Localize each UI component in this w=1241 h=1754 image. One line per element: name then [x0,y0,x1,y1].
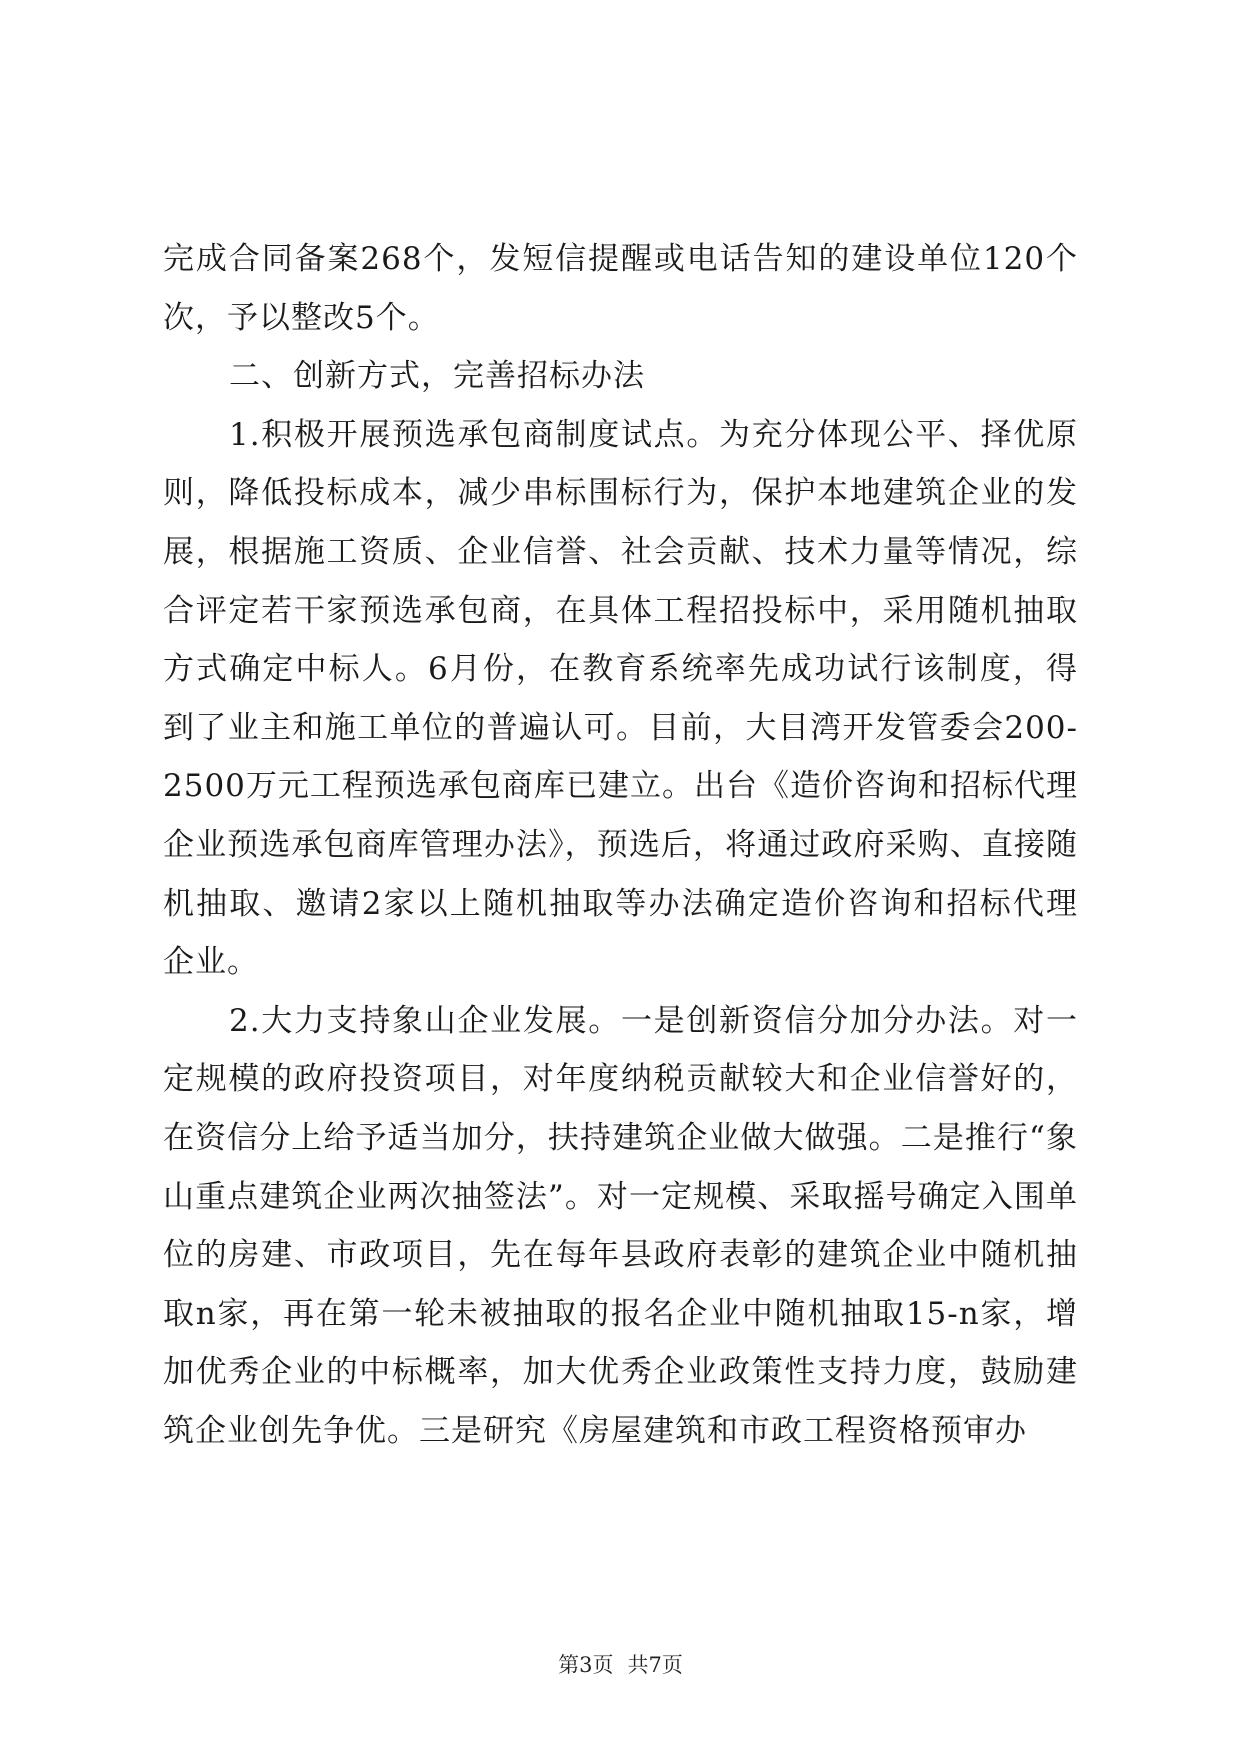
page-total: 共7页 [627,1653,683,1677]
paragraph-preselected-contractors: 1.积极开展预选承包商制度试点。为充分体现公平、择优原则，降低投标成本，减少串标围标行为，保护本地建筑企业的发展，根据施工资质、企业信誉、社会贡献、技术力量等情况，综合评定若干家预选承包商，在具体工程招投标中，采用随机抽取方式确定中标人。6月份，在教育系统率先成功试行该制度，得到了业主和施工单位的普遍认可。目前，大目湾开发管委会200-2500万元工程预选承包商库已建立。出台《造价咨询和招标代理企业预选承包商库管理办法》，预选后，将通过政府采购、直接随机抽取、邀请2家以上随机抽取等办法确定造价咨询和招标代理企业。 [163,416,1078,981]
paragraph-contract-filing: 完成合同备案268个，发短信提醒或电话告知的建设单位120个次，予以整改5个。 [163,241,1078,336]
section-heading-2: 二、创新方式，完善招标办法 [229,358,645,395]
page-footer [0,1653,1241,1677]
page-number: 第3页 [558,1653,614,1677]
paragraph-support-local-enterprises: 2.大力支持象山企业发展。一是创新资信分加分办法。对一定规模的政府投资项目，对年度纳税贡献较大和企业信誉好的，在资信分上给予适当加分，扶持建筑企业做大做强。二是推行“象山重点建筑企业两次抽签法”。对一定规模、采取摇号确定入围单位的房建、市政项目，先在每年县政府表彰的建筑企业中随机抽取n家，再在第一轮未被抽取的报名企业中随机抽取15-n家，增加优秀企业的中标概率，加大优秀企业政策性支持力度，鼓励建筑企业创先争优。三是研究《房屋建筑和市政工程资格预审办 [163,1002,1078,1449]
document-body [163,230,1078,1460]
